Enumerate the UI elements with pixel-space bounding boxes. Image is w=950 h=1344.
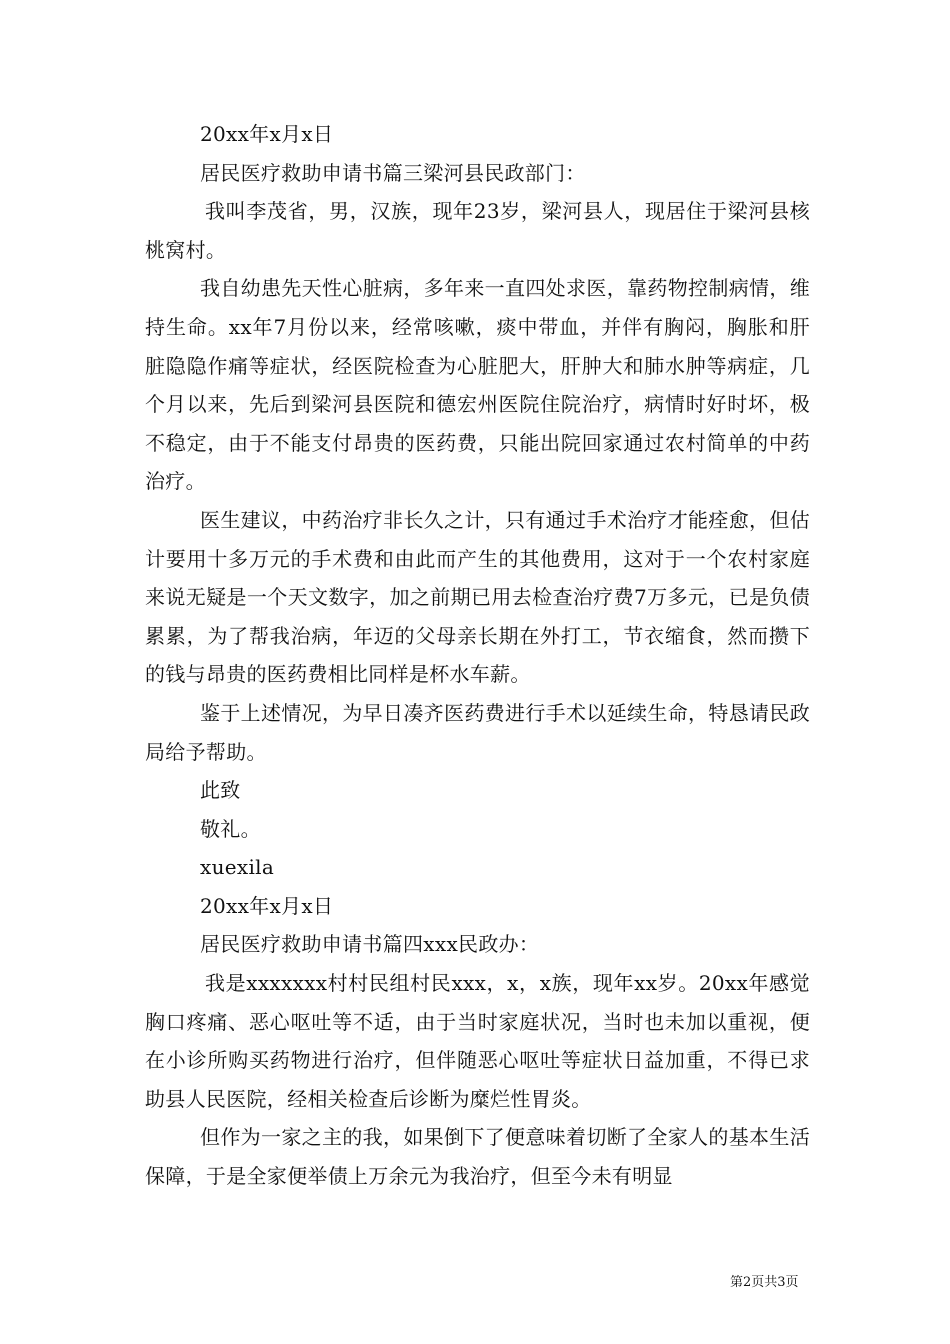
body-paragraph: 但作为一家之主的我，如果倒下了便意味着切断了全家人的基本生活保障，于是全家便举债上万余元为我治疗，但至今未有明显 <box>145 1125 810 1189</box>
signature-line: xuexila <box>200 855 275 880</box>
body-paragraph: 鉴于上述情况，为早日凑齐医药费进行手术以延续生命，特恳请民政局给予帮助。 <box>145 700 810 764</box>
closing-line: 敬礼。 <box>200 816 261 841</box>
section-heading: 居民医疗救助申请书篇四xxx民政办： <box>200 932 540 957</box>
page-number: 第2页共3页 <box>730 1275 799 1290</box>
closing-line: 此致 <box>200 778 241 803</box>
date-line: 20xx年x月x日 <box>200 122 334 146</box>
section-heading: 居民医疗救助申请书篇三梁河县民政部门： <box>200 160 586 185</box>
document-body <box>145 115 810 1196</box>
body-paragraph: 医生建议，中药治疗非长久之计，只有通过手术治疗才能痊愈，但估计要用十多万元的手术费和由此而产生的其他费用，这对于一个农村家庭来说无疑是一个天文数字，加之前期已用去检查治疗费7万多元，已是负债累累，为了帮我治病，年迈的父母亲长期在外打工，节衣缩食，然而攒下的钱与昂贵的医药费相比同样是杯水车薪。 <box>145 507 810 687</box>
date-line: 20xx年x月x日 <box>200 893 334 918</box>
body-paragraph: 我自幼患先天性心脏病，多年来一直四处求医，靠药物控制病情，维持生命。xx年7月份以来，经常咳嗽，痰中带血，并伴有胸闷，胸胀和肝脏隐隐作痛等症状，经医院检查为心脏肥大，肝肿大和肺水肿等病症，几个月以来，先后到梁河县医院和德宏州医院住院治疗，病情时好时坏，极不稳定，由于不能支付昂贵的医药费，只能出院回家通过农村简单的中药治疗。 <box>145 276 810 494</box>
body-paragraph: 我是xxxxxxx村村民组村民xxx，x，x族，现年xx岁。20xx年感觉胸口疼痛、恶心呕吐等不适，由于当时家庭状况，当时也未加以重视，便在小诊所购买药物进行治疗，但伴随恶心呕吐等症状日益加重，不得已求助县人民医院，经相关检查后诊断为糜烂性胃炎。 <box>145 971 810 1111</box>
body-paragraph: 我叫李茂省，男，汉族，现年23岁，梁河县人，现居住于梁河县核桃窝村。 <box>145 199 810 262</box>
